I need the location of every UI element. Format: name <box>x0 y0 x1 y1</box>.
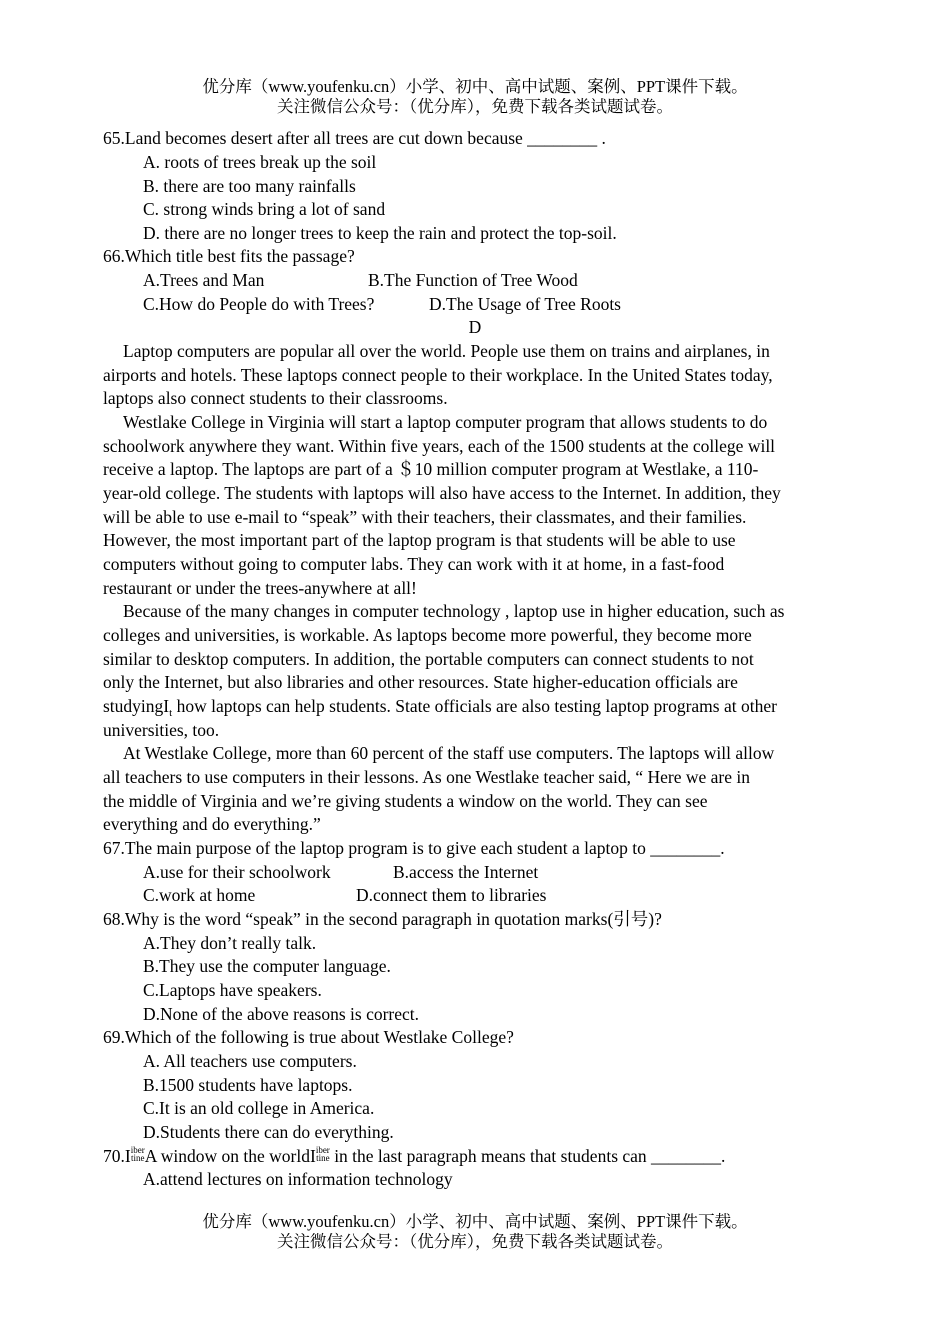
footer-line-1: 优分库（www.youfenku.cn）小学、初中、高中试题、案例、PPT课件下载。 <box>202 1212 748 1231</box>
option-b: B.access the Internet <box>393 862 539 882</box>
passage-line: computers without going to computer labs. They can work with it at home, in a fast-food <box>103 554 725 574</box>
option-c: C.How do People do with Trees? <box>143 294 375 314</box>
passage-line: Westlake College in Virginia will start a laptop computer program that allows students to do <box>123 412 768 432</box>
passage-line: colleges and universities, is workable. As laptops become more powerful, they become more <box>103 625 752 645</box>
passage-line: the middle of Virginia and we’re giving students a window on the world. They can see <box>103 791 708 811</box>
header-line-2: 关注微信公众号：（优分库），免费下载各类试题试卷。 <box>277 97 673 116</box>
passage-line: schoolwork anywhere they want. Within five years, each of the 1500 students at the college will <box>103 436 776 456</box>
question-stem: 66.Which title best fits the passage? <box>103 246 355 266</box>
question-stem: 69.Which of the following is true about Westlake College? <box>103 1027 514 1047</box>
option-a: A.use for their schoolwork <box>143 862 331 882</box>
footer-line-2: 关注微信公众号：（优分库），免费下载各类试题试卷。 <box>277 1232 673 1251</box>
passage-line: receive a laptop. The laptops are part of a ＄10 million computer program at Westlake, a 110- <box>103 459 759 479</box>
garbled-glyph: I <box>124 1146 131 1166</box>
question-stem: 68.Why is the word “speak” in the second paragraph in quotation marks(引号)? <box>103 909 662 929</box>
ligature-top: iber <box>315 1145 330 1155</box>
passage-line: airports and hotels. These laptops connect people to their workplace. In the United States today, <box>103 365 773 385</box>
option-d: D.None of the above reasons is correct. <box>143 1004 420 1024</box>
option-b: B.They use the computer language. <box>143 956 391 976</box>
question-number: 70. <box>103 1146 125 1166</box>
ligature-bottom: tine <box>130 1153 145 1163</box>
passage-line: Laptop computers are popular all over the world. People use them on trains and airplanes, in <box>123 341 770 361</box>
passage-line: only the Internet, but also libraries and other resources. State higher-education officials are <box>103 672 738 692</box>
question-stem <box>103 1145 725 1169</box>
option-a: A. roots of trees break up the soil <box>143 152 377 172</box>
ligature-bottom: tine <box>316 1153 330 1163</box>
option-d: D.Students there can do everything. <box>143 1122 394 1142</box>
garbled-glyph: I <box>309 1146 316 1166</box>
passage-line: everything and do everything.” <box>103 814 321 834</box>
section-label: D <box>468 317 482 337</box>
option-c: C.Laptops have speakers. <box>143 980 322 1000</box>
garbled-glyph: t <box>169 707 173 719</box>
passage-text: studying <box>103 696 164 716</box>
option-b: B. there are too many rainfalls <box>143 176 356 196</box>
passage-line: will be able to use e-mail to “speak” with their teachers, their classmates, and their families. <box>103 507 747 527</box>
passage-line: restaurant or under the trees-anywhere at all! <box>103 578 417 598</box>
passage-line: Because of the many changes in computer technology , laptop use in higher education, such as <box>123 601 785 621</box>
option-b: B.1500 students have laptops. <box>143 1075 353 1095</box>
garbled-ligature <box>316 1146 330 1162</box>
question-stem: 67.The main purpose of the laptop program is to give each student a laptop to ________. <box>103 838 725 858</box>
option-d: D.The Usage of Tree Roots <box>429 294 621 314</box>
garbled-ligature <box>131 1146 145 1162</box>
passage-line: However, the most important part of the laptop program is that students will be able to use <box>103 530 736 550</box>
option-c: C.work at home <box>143 885 256 905</box>
passage-line: all teachers to use computers in their lessons. As one Westlake teacher said, “ Here we are in <box>103 767 750 787</box>
option-c: C. strong winds bring a lot of sand <box>143 199 386 219</box>
option-a: A.attend lectures on information technology <box>143 1169 453 1189</box>
option-d: D. there are no longer trees to keep the rain and protect the top-soil. <box>143 223 617 243</box>
option-d: D.connect them to libraries <box>356 885 547 905</box>
option-c: C.It is an old college in America. <box>143 1098 375 1118</box>
passage-line: At Westlake College, more than 60 percent of the staff use computers. The laptops will allow <box>123 743 775 763</box>
option-b: B.The Function of Tree Wood <box>368 270 578 290</box>
header-line-1: 优分库（www.youfenku.cn）小学、初中、高中试题、案例、PPT课件下载。 <box>202 77 748 96</box>
passage-line: laptops also connect students to their classrooms. <box>103 388 448 408</box>
passage-line: year-old college. The students with laptops will also have access to the Internet. In addition, they <box>103 483 781 503</box>
ligature-top: iber <box>130 1145 145 1155</box>
option-a: A.They don’t really talk. <box>143 933 317 953</box>
option-a: A.Trees and Man <box>143 270 265 290</box>
question-stem: 65.Land becomes desert after all trees are cut down because ________ . <box>103 128 606 148</box>
passage-line: universities, too. <box>103 720 220 740</box>
passage-line: similar to desktop computers. In addition, the portable computers can connect students to not <box>103 649 754 669</box>
passage-text: how laptops can help students. State officials are also testing laptop programs at other <box>176 696 777 716</box>
garbled-glyph: I <box>163 696 170 716</box>
option-a: A. All teachers use computers. <box>143 1051 357 1071</box>
quoted-phrase: A window on the world <box>144 1146 310 1166</box>
question-stem-rest: in the last paragraph means that students can ________. <box>329 1146 726 1166</box>
